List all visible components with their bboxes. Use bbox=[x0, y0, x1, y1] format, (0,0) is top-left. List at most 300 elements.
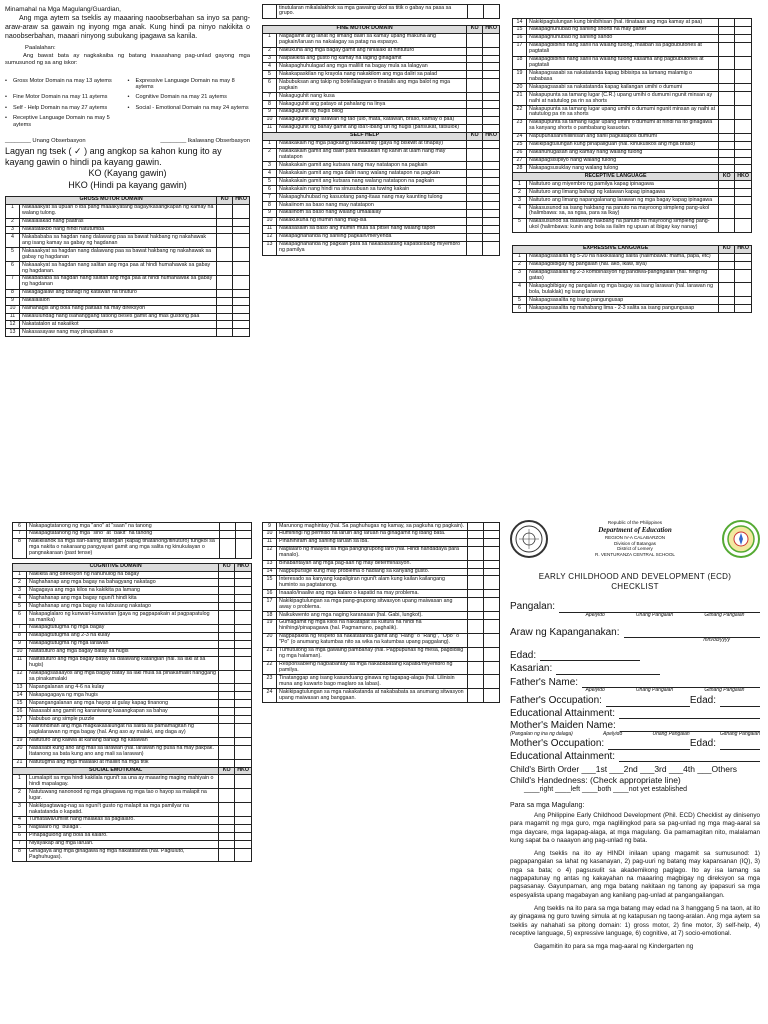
hko-checkbox[interactable] bbox=[483, 225, 500, 233]
ko-checkbox[interactable] bbox=[467, 178, 483, 186]
ko-checkbox[interactable] bbox=[219, 692, 235, 700]
ko-checkbox[interactable] bbox=[219, 587, 235, 595]
ko-checkbox[interactable] bbox=[468, 546, 484, 560]
ko-checkbox[interactable] bbox=[467, 170, 483, 178]
hko-checkbox[interactable] bbox=[235, 716, 252, 724]
hko-checkbox[interactable] bbox=[233, 248, 250, 262]
ko-checkbox[interactable] bbox=[719, 197, 735, 205]
ko-checkbox[interactable] bbox=[467, 186, 483, 194]
ko-checkbox[interactable] bbox=[719, 141, 735, 149]
sheet-2 bbox=[0, 518, 768, 1024]
social-column bbox=[262, 522, 500, 703]
hko-checkbox[interactable] bbox=[235, 745, 252, 759]
ko-checkbox[interactable] bbox=[219, 840, 235, 848]
hko-checkbox[interactable] bbox=[484, 590, 500, 598]
hko-checkbox[interactable] bbox=[484, 675, 500, 689]
row-number: 8 bbox=[6, 289, 20, 297]
ko-checkbox[interactable] bbox=[468, 576, 484, 590]
hko-checkbox[interactable] bbox=[235, 595, 252, 603]
ko-checkbox[interactable] bbox=[467, 55, 483, 63]
ko-checkbox[interactable] bbox=[217, 313, 233, 321]
checklist-row bbox=[6, 321, 250, 329]
row-number: 2 bbox=[263, 47, 277, 55]
ko-checkbox[interactable] bbox=[468, 523, 484, 531]
row-number: 4 bbox=[13, 816, 27, 824]
hko-checkbox[interactable] bbox=[735, 253, 752, 261]
item-text: Nakapagtatanong ng mga "sino" at "bakit" na tanong bbox=[27, 530, 220, 538]
hko-checkbox[interactable] bbox=[735, 189, 752, 197]
checklist-row bbox=[6, 248, 250, 262]
hko-checkbox[interactable] bbox=[735, 119, 752, 133]
ko-checkbox[interactable] bbox=[719, 283, 735, 297]
row-number: 5 bbox=[13, 603, 27, 611]
checklist-row bbox=[263, 633, 500, 647]
hko-checkbox[interactable] bbox=[483, 63, 500, 71]
hko-checkbox[interactable] bbox=[735, 197, 752, 205]
sex-field[interactable]: Kasarian: bbox=[510, 663, 660, 675]
hko-checkbox[interactable] bbox=[233, 218, 250, 226]
father-education-field[interactable]: Educational Attainment: bbox=[510, 708, 760, 720]
ko-checkbox[interactable] bbox=[719, 26, 735, 34]
ko-checkbox[interactable] bbox=[467, 202, 483, 210]
ko-checkbox[interactable] bbox=[219, 745, 235, 759]
ko-checkbox[interactable] bbox=[719, 165, 735, 173]
ko-checkbox[interactable] bbox=[217, 218, 233, 226]
hko-checkbox[interactable] bbox=[484, 538, 500, 546]
ko-checkbox[interactable] bbox=[217, 262, 233, 276]
ko-checkbox[interactable] bbox=[467, 101, 483, 109]
ko-checkbox[interactable] bbox=[467, 217, 483, 225]
ko-checkbox[interactable] bbox=[468, 560, 484, 568]
row-number: 11 bbox=[263, 225, 277, 233]
handedness-options[interactable]: ____right ____left ____both ____not yet established bbox=[524, 785, 688, 793]
ko-checkbox[interactable] bbox=[467, 194, 483, 202]
ko-checkbox[interactable] bbox=[219, 640, 235, 648]
social-continued-table bbox=[262, 522, 500, 703]
ko-checkbox[interactable] bbox=[219, 579, 235, 587]
hko-checkbox[interactable] bbox=[233, 289, 250, 297]
ko-checkbox[interactable] bbox=[719, 149, 735, 157]
row-number: 7 bbox=[13, 530, 27, 538]
hko-checkbox[interactable] bbox=[233, 234, 250, 248]
hko-checkbox[interactable] bbox=[484, 619, 500, 633]
ko-checkbox[interactable] bbox=[468, 612, 484, 620]
ko-checkbox[interactable] bbox=[467, 148, 483, 162]
hko-checkbox[interactable] bbox=[235, 640, 252, 648]
ko-checkbox[interactable] bbox=[219, 700, 235, 708]
ko-checkbox[interactable] bbox=[468, 633, 484, 647]
birthday-field[interactable]: Araw ng Kapanganakan: bbox=[510, 627, 760, 639]
ko-checkbox[interactable] bbox=[219, 803, 235, 817]
ko-checkbox[interactable] bbox=[219, 759, 235, 767]
hko-checkbox[interactable] bbox=[235, 775, 252, 789]
checklist-row bbox=[263, 530, 500, 538]
hko-checkbox[interactable] bbox=[235, 700, 252, 708]
hko-checkbox[interactable] bbox=[483, 101, 500, 109]
ko-checkbox[interactable] bbox=[217, 297, 233, 305]
hko-checkbox[interactable] bbox=[735, 218, 752, 232]
row-number: 3 bbox=[513, 197, 527, 205]
ko-checkbox[interactable] bbox=[219, 684, 235, 692]
ko-checkbox[interactable] bbox=[220, 523, 236, 531]
row-number: 6 bbox=[13, 832, 27, 840]
hko-checkbox[interactable] bbox=[235, 816, 252, 824]
ko-checkbox[interactable] bbox=[219, 648, 235, 656]
row-number: 10 bbox=[13, 648, 27, 656]
ko-checkbox[interactable] bbox=[468, 538, 484, 546]
ko-checkbox[interactable] bbox=[468, 530, 484, 538]
hko-checkbox[interactable] bbox=[235, 632, 252, 640]
ko-checkbox[interactable] bbox=[217, 275, 233, 289]
hko-checkbox[interactable] bbox=[235, 723, 252, 737]
right-column bbox=[512, 18, 752, 313]
ko-checkbox[interactable] bbox=[719, 253, 735, 261]
ko-checkbox[interactable] bbox=[219, 848, 235, 862]
hko-checkbox[interactable] bbox=[235, 571, 252, 579]
row-number: 1 bbox=[263, 33, 277, 47]
hko-checkbox[interactable] bbox=[735, 26, 752, 34]
hko-checkbox[interactable] bbox=[235, 848, 252, 862]
ko-checkbox[interactable] bbox=[468, 647, 484, 661]
hko-checkbox[interactable] bbox=[484, 568, 500, 576]
hko-checkbox[interactable] bbox=[483, 71, 500, 79]
hko-checkbox[interactable] bbox=[483, 170, 500, 178]
ko-checkbox[interactable] bbox=[467, 225, 483, 233]
ko-checkbox[interactable] bbox=[219, 723, 235, 737]
item-text: Nakikilahok sa mga sari-saring larangan (kapag tinatanong/itinuturo) tungkol sa mga nakita o nakaraang pangyayari gamit ang mga salita ng kinukulayan o pangnakaraan (past tense) bbox=[27, 538, 220, 558]
ko-checkbox[interactable] bbox=[217, 305, 233, 313]
hko-checkbox[interactable] bbox=[735, 157, 752, 165]
hko-checkbox[interactable] bbox=[236, 530, 252, 538]
hko-checkbox[interactable] bbox=[483, 148, 500, 162]
ko-checkbox[interactable] bbox=[719, 157, 735, 165]
expressive-table: EXPRESSIVE LANGUAGE KO HKO 1 Nakapagsasalita ng 5-20 na nakikilalang salita (halimbawa: mama, papa, etc) 2 Nakapagbibigay ng pangalan (hal. ako, ikaw, siya) 3 Nakapagsasalita ng 2-3 kombinasyon ng pandiwa-pangngalan (hal. hingi ng gatas) 4 Nakapagbibigay ng pangalan ng mga bagay sa isang larawan (hal. larawan ng bola, bulaklak) ng isang larawan 5 Nakapagsasalita ng isang pangungusap 6 Nakapagsasalita ng mahabang lima - 2-3 salita sa isang pangungusap bbox=[512, 245, 752, 313]
hko-checkbox[interactable] bbox=[483, 55, 500, 63]
ko-checkbox[interactable] bbox=[719, 19, 735, 27]
checklist-row bbox=[513, 70, 752, 84]
ko-checkbox[interactable] bbox=[219, 832, 235, 840]
ko-checkbox[interactable] bbox=[217, 234, 233, 248]
hko-checkbox[interactable] bbox=[235, 624, 252, 632]
hko-checkbox[interactable] bbox=[483, 108, 500, 116]
checklist-row bbox=[13, 603, 252, 611]
ko-checkbox[interactable] bbox=[719, 261, 735, 269]
item-text: Nakaaakyat sa hagdan nang salitan ang mga paa at hindi humahawak sa gabay ng hagdanan. bbox=[20, 262, 217, 276]
checklist-row bbox=[513, 218, 752, 232]
checklist-row bbox=[263, 209, 500, 217]
hko-checkbox[interactable] bbox=[735, 106, 752, 120]
item-text: Nakasasayaw nang may pinapatisan o bbox=[20, 329, 217, 337]
hko-checkbox[interactable] bbox=[235, 840, 252, 848]
ko-checkbox[interactable] bbox=[219, 656, 235, 670]
item-text: Interesado sa kanyang kapaligiran nguni't alam kung kailan kailangang huminto sa pagtatanong. bbox=[277, 576, 468, 590]
row-number: 4 bbox=[263, 170, 277, 178]
ko-checkbox[interactable] bbox=[219, 611, 235, 625]
hko-checkbox[interactable] bbox=[735, 92, 752, 106]
checklist-row bbox=[263, 148, 500, 162]
hko-checkbox[interactable] bbox=[235, 832, 252, 840]
hko-checkbox[interactable] bbox=[233, 275, 250, 289]
paalala-label: Paalalahan: bbox=[25, 45, 56, 52]
hko-checkbox[interactable] bbox=[483, 217, 500, 225]
hko-checkbox[interactable] bbox=[483, 178, 500, 186]
ko-checkbox[interactable] bbox=[719, 92, 735, 106]
ko-checkbox[interactable] bbox=[719, 297, 735, 305]
ko-checkbox[interactable] bbox=[219, 737, 235, 745]
ko-checkbox[interactable] bbox=[467, 209, 483, 217]
ko-checkbox[interactable] bbox=[468, 675, 484, 689]
ko-checkbox[interactable] bbox=[467, 241, 483, 255]
checklist-row bbox=[6, 234, 250, 248]
ko-checkbox[interactable] bbox=[467, 116, 483, 124]
item-text: Nakikipagtulungan sa mga nakakatanda at nakababata sa anumang sitwasyon upang maiwasan ang banggaan. bbox=[277, 689, 468, 703]
ko-checkbox[interactable] bbox=[217, 329, 233, 337]
hko-checkbox[interactable] bbox=[235, 824, 252, 832]
row-number: 2 bbox=[263, 148, 277, 162]
ko-checkbox[interactable] bbox=[219, 708, 235, 716]
checklist-row bbox=[263, 170, 500, 178]
ko-checkbox[interactable] bbox=[217, 226, 233, 234]
checklist-row bbox=[263, 546, 500, 560]
hko-checkbox[interactable] bbox=[483, 116, 500, 124]
row-number: 8 bbox=[13, 538, 27, 558]
hko-checkbox[interactable] bbox=[484, 633, 500, 647]
hko-checkbox[interactable] bbox=[235, 708, 252, 716]
ko-checkbox[interactable] bbox=[467, 108, 483, 116]
ko-checkbox[interactable] bbox=[219, 670, 235, 684]
ko-checkbox[interactable] bbox=[467, 162, 483, 170]
item-text: Naipakikita ang gusto ng kamay na laging ginagamit bbox=[277, 55, 467, 63]
ko-checkbox[interactable] bbox=[220, 538, 236, 558]
hko-checkbox[interactable] bbox=[483, 202, 500, 210]
hko-checkbox[interactable] bbox=[235, 603, 252, 611]
hko-checkbox[interactable] bbox=[235, 759, 252, 767]
ko-checkbox[interactable] bbox=[467, 93, 483, 101]
hko-checkbox[interactable] bbox=[233, 204, 250, 218]
item-text: Nakapaghahanda ng sariling pagkain/meryenda bbox=[277, 233, 467, 241]
hko-checkbox[interactable] bbox=[483, 186, 500, 194]
ko-checkbox[interactable] bbox=[220, 530, 236, 538]
ko-checkbox[interactable] bbox=[719, 84, 735, 92]
hko-checkbox[interactable] bbox=[484, 647, 500, 661]
hko-checkbox[interactable] bbox=[484, 576, 500, 590]
ko-checkbox[interactable] bbox=[219, 816, 235, 824]
ko-checkbox[interactable] bbox=[468, 661, 484, 675]
checklist-row bbox=[513, 157, 752, 165]
hko-checkbox[interactable] bbox=[235, 670, 252, 684]
hko-checkbox[interactable] bbox=[483, 209, 500, 217]
ko-checkbox[interactable] bbox=[219, 824, 235, 832]
hko-checkbox[interactable] bbox=[483, 47, 500, 55]
row-number: 4 bbox=[13, 595, 27, 603]
birth-order-field[interactable]: Child's Birth Order ___1st ___2nd ___3rd ___4th ___Others bbox=[510, 764, 738, 775]
hko-checkbox[interactable] bbox=[484, 661, 500, 675]
checklist-row bbox=[513, 19, 752, 27]
row-number: 12 bbox=[263, 233, 277, 241]
ko-checkbox[interactable] bbox=[468, 619, 484, 633]
father-occupation-field[interactable]: Father's Occupation: Edad: bbox=[510, 695, 760, 707]
item-text: Napupunasan/nililinisan ang sarili pagkatapos dumumi bbox=[527, 133, 719, 141]
hko-checkbox[interactable] bbox=[483, 140, 500, 148]
hko-checkbox[interactable] bbox=[233, 321, 250, 329]
ecd-cover: Republic of the Philippines Department of Education REGION IV-A CALABARZON Division of Batangas District of Lemery R. VENTURANZA CENTRAL SCHOOL EARLY CHILDHOOD AND DEVELOPMENT (ECD) CHECKLIST Pangalan: Apelyido Unang Pangalan Gitnang Pangalan Araw ng Kapanganakan: mm/dd/yyyy Edad: Kasarian: Father's Name: Apelyido Unang Pangalan Gitnang Pangalan Father's Occupation: Edad: Educational Attainment: Mother's Maiden Name: (Pangalan ng ina ng dalaga) Apelyido Unang Pangalan Gitnang Pangalan Mother's Occupation: Edad: Educational Attainment: Child's Birth Order ___1st ___2nd ___3rd ___4th ___Others Child's Handedness: (Check appropriate line) ____right ____left ____both ____not yet established Para sa mga Magulang: Ang Philippine Early Childhood Development (Phil. ECD) Checklist ay dinisenyo para magamit ng mga guro, mga naglilingkod para sa pag-unlad ng mga mag-aaral sa mga daycare, mga lagapag-alaga, at mga magulang. Ga pamamagitan nito, malalaman kung sapat ba o naaayon ang pag-unlad ng bata. Ang tseklis na ito ay HINDI inilaan upang magamit sa sumusunod: 1) pagpapangalan sa lahat ng kasanayan, 2) pag-uuri ng batang may kapansanan (IQ), 3) mga sa bata; o 4) pagsusulit sa akademikong paglago. Ito ay isa lamang sa nagpapatunay ng antas ng kakayahan na maaaring magbigay ng direksyon sa mga pagsasanay. Gayunpaman, ang mga batang nakitaan ng tanong ay ipapasuri sa mga espesyalista upang magabayan ang kanilang pag-unlad at pangangailangan. Ang tseklis na ito para sa mga batang may edad na 3 hanggang 5 na taon, at ito ay ginagawa ng guro tuwing simula at ng katapusan ng taong-aralan. Ang mga aytem sa tseklis ay nahahati sa pitong domain: 1) gross motor, 2) fine motor, 3) self-help, 4) receptive language, 5) expressive language, 6) cognitive, at 7) socio-emotional. Gagamitin ito para sa mga mag-aaral ng Kindergarten ng bbox=[510, 520, 760, 951]
hko-checkbox[interactable] bbox=[483, 93, 500, 101]
age-field[interactable]: Edad: bbox=[510, 650, 640, 662]
hko-checkbox[interactable] bbox=[735, 84, 752, 92]
ko-checkbox[interactable] bbox=[719, 205, 735, 219]
hko-checkbox[interactable] bbox=[236, 538, 252, 558]
hko-checkbox[interactable] bbox=[735, 42, 752, 56]
ko-checkbox[interactable] bbox=[719, 181, 735, 189]
ko-checkbox[interactable] bbox=[219, 716, 235, 724]
hko-checkbox[interactable] bbox=[233, 226, 250, 234]
ko-checkbox[interactable] bbox=[467, 63, 483, 71]
ko-checkbox[interactable] bbox=[468, 590, 484, 598]
hko-checkbox[interactable] bbox=[735, 141, 752, 149]
hko-checkbox[interactable] bbox=[735, 181, 752, 189]
row-number: 8 bbox=[263, 101, 277, 109]
hko-checkbox[interactable] bbox=[735, 269, 752, 283]
row-number: 27 bbox=[513, 157, 527, 165]
ko-checkbox[interactable] bbox=[217, 289, 233, 297]
hko-checkbox[interactable] bbox=[484, 523, 500, 531]
hko-checkbox[interactable] bbox=[735, 283, 752, 297]
hko-checkbox[interactable] bbox=[236, 523, 252, 531]
item-text: Nakikita ang direksyon ng nahuhulog na bagay bbox=[27, 571, 219, 579]
hko-checkbox[interactable] bbox=[483, 79, 500, 93]
hko-checkbox[interactable] bbox=[484, 530, 500, 538]
ko-checkbox[interactable] bbox=[719, 119, 735, 133]
hko-checkbox[interactable] bbox=[483, 124, 500, 132]
ko-checkbox[interactable] bbox=[467, 140, 483, 148]
hko-checkbox[interactable] bbox=[235, 789, 252, 803]
hko-checkbox[interactable] bbox=[735, 19, 752, 27]
hko-checkbox[interactable] bbox=[484, 689, 500, 703]
hko-checkbox[interactable] bbox=[483, 233, 500, 241]
hko-checkbox[interactable] bbox=[235, 579, 252, 587]
mother-name-field[interactable]: Mother's Maiden Name: bbox=[510, 720, 760, 732]
row-number: 4 bbox=[263, 63, 277, 71]
ko-checkbox[interactable] bbox=[467, 233, 483, 241]
hko-checkbox[interactable] bbox=[233, 329, 250, 337]
checklist-row bbox=[6, 305, 250, 313]
ko-checkbox[interactable] bbox=[468, 689, 484, 703]
ko-checkbox[interactable] bbox=[719, 218, 735, 232]
hko-checkbox[interactable] bbox=[233, 305, 250, 313]
ko-checkbox[interactable] bbox=[719, 305, 735, 313]
ko-checkbox[interactable] bbox=[468, 598, 484, 612]
hko-checkbox[interactable] bbox=[484, 598, 500, 612]
hko-checkbox[interactable] bbox=[735, 297, 752, 305]
ko-checkbox[interactable] bbox=[217, 204, 233, 218]
hko-checkbox[interactable] bbox=[735, 165, 752, 173]
ko-checkbox[interactable] bbox=[467, 124, 483, 132]
ko-checkbox[interactable] bbox=[219, 632, 235, 640]
ko-checkbox[interactable] bbox=[219, 775, 235, 789]
row-number: 4 bbox=[513, 283, 527, 297]
ko-checkbox[interactable] bbox=[719, 56, 735, 70]
hko-checkbox[interactable] bbox=[235, 656, 252, 670]
hko-checkbox[interactable] bbox=[233, 297, 250, 305]
ko-checkbox[interactable] bbox=[467, 79, 483, 93]
item-text: Nakapagsisipilyo nang walang tulong bbox=[527, 157, 719, 165]
ko-checkbox[interactable] bbox=[219, 595, 235, 603]
hko-checkbox[interactable] bbox=[233, 262, 250, 276]
ko-checkbox[interactable] bbox=[719, 269, 735, 283]
ko-checkbox[interactable] bbox=[219, 624, 235, 632]
hko-checkbox[interactable] bbox=[235, 684, 252, 692]
hko-checkbox[interactable] bbox=[735, 133, 752, 141]
ko-checkbox[interactable] bbox=[467, 47, 483, 55]
ko-checkbox[interactable] bbox=[467, 33, 483, 47]
ko-checkbox[interactable] bbox=[719, 70, 735, 84]
ko-checkbox[interactable] bbox=[467, 71, 483, 79]
item-text: Nagpupursige kung may problema o hadlang sa kanyang gusto. bbox=[277, 568, 468, 576]
row-number: 11 bbox=[13, 656, 27, 670]
ko-checkbox[interactable] bbox=[219, 603, 235, 611]
hko-checkbox[interactable] bbox=[735, 205, 752, 219]
ko-checkbox[interactable] bbox=[719, 42, 735, 56]
hko-checkbox[interactable] bbox=[735, 149, 752, 157]
hko-checkbox[interactable] bbox=[484, 560, 500, 568]
ko-checkbox[interactable] bbox=[219, 571, 235, 579]
row-number: 12 bbox=[6, 321, 20, 329]
gross-motor-title: GROSS MOTOR DOMAIN bbox=[6, 196, 217, 204]
ko-checkbox[interactable] bbox=[719, 133, 735, 141]
hko-checkbox[interactable] bbox=[235, 587, 252, 595]
item-text: Nakaaakyat sa upuan o iba pang maaakyatang bagay/kasangkapan ng kamay na walang tulong. bbox=[20, 204, 217, 218]
ko-checkbox[interactable] bbox=[468, 568, 484, 576]
row-number: 1 bbox=[6, 204, 20, 218]
ko-checkbox[interactable] bbox=[719, 34, 735, 42]
hko-checkbox[interactable] bbox=[735, 70, 752, 84]
hko-checkbox[interactable] bbox=[483, 162, 500, 170]
hko-checkbox[interactable] bbox=[235, 803, 252, 817]
item-text: Naglalaro ng "bulaga". bbox=[27, 824, 219, 832]
mother-education-field[interactable]: Educational Attainment: bbox=[510, 751, 760, 763]
ko-checkbox[interactable] bbox=[217, 248, 233, 262]
checklist-row bbox=[263, 63, 500, 71]
hko-checkbox[interactable] bbox=[233, 313, 250, 321]
item-text: Nakahuhugasan ang kamay nang walang tulong bbox=[527, 149, 719, 157]
hko-checkbox[interactable] bbox=[483, 194, 500, 202]
mother-occupation-field[interactable]: Mother's Occupation: Edad: bbox=[510, 738, 760, 750]
father-name-field[interactable]: Father's Name: bbox=[510, 677, 760, 689]
row-number: 3 bbox=[13, 587, 27, 595]
hko-checkbox[interactable] bbox=[235, 692, 252, 700]
ko-checkbox[interactable] bbox=[719, 106, 735, 120]
item-text: Napangalanan ang 4-6 na kulay bbox=[27, 684, 219, 692]
ko-checkbox[interactable] bbox=[217, 321, 233, 329]
ko-checkbox[interactable] bbox=[219, 789, 235, 803]
hko-checkbox[interactable] bbox=[735, 261, 752, 269]
hko-checkbox[interactable] bbox=[235, 737, 252, 745]
checklist-row bbox=[263, 124, 500, 132]
checklist-row bbox=[513, 283, 752, 297]
hko-checkbox[interactable] bbox=[484, 546, 500, 560]
hko-checkbox[interactable] bbox=[484, 612, 500, 620]
ko-checkbox[interactable] bbox=[719, 189, 735, 197]
hko-checkbox[interactable] bbox=[735, 305, 752, 313]
name-field[interactable]: Pangalan: bbox=[510, 601, 760, 613]
hko-checkbox[interactable] bbox=[235, 648, 252, 656]
hko-checkbox[interactable] bbox=[735, 34, 752, 42]
hko-checkbox[interactable] bbox=[483, 241, 500, 255]
item-text: Nakikipagtawag-nag sa nguni't gusto ng malapit sa mga pamilyar na nakatatanda o kapatid. bbox=[27, 803, 219, 817]
hko-checkbox[interactable] bbox=[235, 611, 252, 625]
hko-checkbox[interactable] bbox=[735, 56, 752, 70]
hko-checkbox[interactable] bbox=[483, 33, 500, 47]
